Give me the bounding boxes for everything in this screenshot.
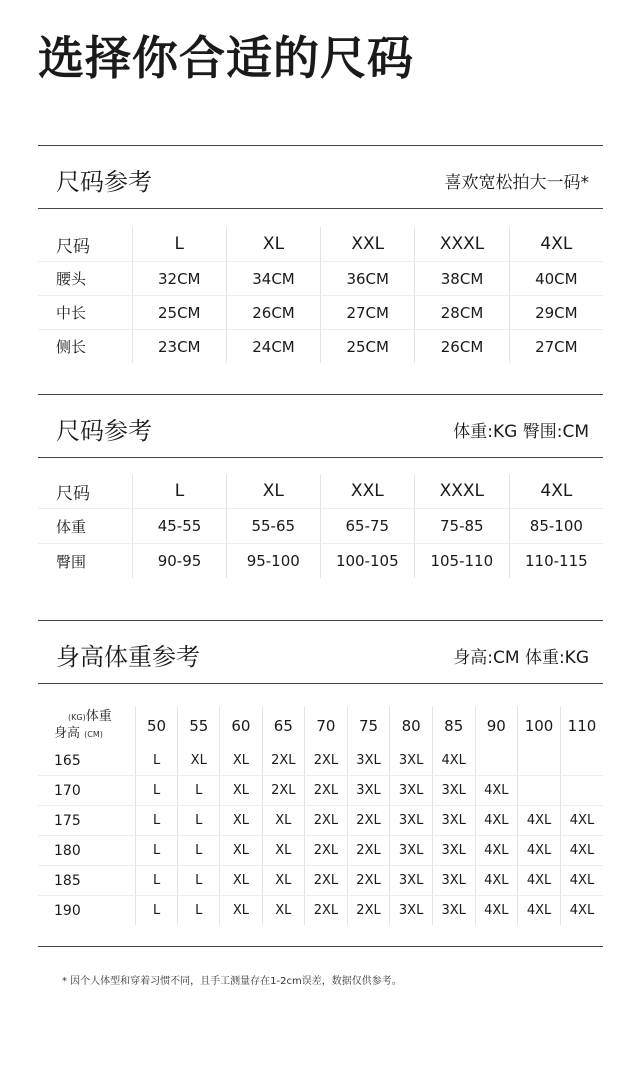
size-cell: 2XL: [305, 746, 348, 776]
table-row: [38, 509, 603, 544]
size-cell: 4XL: [518, 836, 561, 866]
size-cell: 2XL: [305, 896, 348, 926]
size-cell: 2XL: [347, 896, 390, 926]
row-label: 腰头: [38, 262, 132, 296]
section-title: 尺码参考: [56, 417, 152, 445]
table-cell: 26CM: [226, 296, 320, 330]
height-label: 190: [54, 902, 81, 919]
table-cell: 25CM: [132, 296, 226, 330]
height-label: 175: [38, 806, 135, 836]
row-label: 侧长: [56, 338, 87, 356]
size-cell: 2XL: [305, 836, 348, 866]
height-label: 185: [38, 866, 135, 896]
section-header: [38, 620, 603, 684]
section-note: 喜欢宽松拍大一码*: [444, 173, 589, 193]
table-cell: 90-95: [133, 544, 227, 579]
size-cell: 4XL: [475, 866, 518, 896]
row-label: 尺码: [38, 474, 133, 509]
size-cell: XL: [220, 776, 262, 806]
size-cell: 2XL: [262, 776, 305, 806]
size-cell: L: [135, 776, 177, 806]
size-cell: XL: [262, 866, 305, 896]
size-cell: L: [135, 866, 177, 896]
table-cell: 23CM: [132, 330, 226, 364]
table-cell: 36CM: [321, 262, 415, 296]
size-header-cell: 4XL: [509, 474, 603, 509]
size-header-cell: XXL: [321, 227, 415, 262]
size-cell: 2XL: [347, 836, 390, 866]
size-cell: [518, 746, 561, 776]
table-cell: 32CM: [132, 262, 226, 296]
bottom-divider: [38, 946, 603, 947]
section-note: 身高:CM 体重:KG: [453, 648, 589, 668]
size-header-cell: L: [133, 474, 227, 509]
weight-header-cell: 70: [305, 706, 348, 746]
table-row: [38, 330, 603, 364]
size-cell: XL: [220, 806, 262, 836]
table-cell: 65-75: [320, 509, 414, 544]
size-header-cell: XXL: [320, 474, 414, 509]
weight-header-cell: 55: [178, 706, 220, 746]
weight-unit: (KG): [68, 713, 86, 722]
weight-header-cell: 80: [390, 706, 433, 746]
height-label: 180: [38, 836, 135, 866]
section-title: 身高体重参考: [56, 643, 200, 671]
weight-header-cell: 90: [475, 706, 518, 746]
size-cell: 3XL: [432, 836, 475, 866]
table-cell: 24CM: [226, 330, 320, 364]
table-header-row: [38, 474, 603, 509]
size-header-cell: L: [132, 227, 226, 262]
section-header: [38, 145, 603, 209]
size-cell: XL: [220, 746, 262, 776]
table-cell: 26CM: [415, 330, 509, 364]
section-note: 体重:KG 臀围:CM: [453, 422, 589, 442]
table-header-row: [38, 706, 603, 746]
section-title: 尺码参考: [56, 168, 152, 196]
size-weight-table: [38, 474, 603, 578]
size-weight-section: [38, 394, 603, 578]
size-cell: 2XL: [347, 866, 390, 896]
weight-header-cell: 50: [135, 706, 177, 746]
size-cell: 2XL: [262, 746, 305, 776]
height-label: 165: [38, 746, 135, 776]
table-cell: 95-100: [226, 544, 320, 579]
size-cell: 3XL: [390, 746, 433, 776]
size-cell: [518, 776, 561, 806]
size-reference-section: [38, 145, 603, 363]
size-cell: 3XL: [390, 806, 433, 836]
height-unit: (CM): [84, 730, 103, 739]
size-cell: 4XL: [432, 746, 475, 776]
table-cell: 55-65: [226, 509, 320, 544]
weight-header-cell: 85: [432, 706, 475, 746]
size-cell: XL: [262, 836, 305, 866]
table-row: [38, 544, 603, 579]
table-header-row: [38, 227, 603, 262]
size-cell: 3XL: [390, 896, 433, 926]
footnote: * 因个人体型和穿着习惯不同，且手工测量存在1-2cm误差，数据仅供参考。: [62, 976, 402, 987]
size-cell: XL: [262, 806, 305, 836]
height-weight-table: [38, 706, 603, 925]
row-label: 中长: [38, 296, 132, 330]
table-row: [38, 776, 603, 806]
size-cell: L: [135, 746, 177, 776]
table-cell: 100-105: [320, 544, 414, 579]
corner-cell: [38, 706, 135, 746]
size-cell: 4XL: [561, 866, 604, 896]
weight-header-cell: 65: [262, 706, 305, 746]
size-cell: L: [135, 806, 177, 836]
size-cell: 4XL: [518, 896, 561, 926]
page-title: 选择你合适的尺码: [38, 31, 414, 85]
table-cell: 28CM: [415, 296, 509, 330]
table-cell: 34CM: [226, 262, 320, 296]
row-label: 臀围: [56, 552, 87, 571]
size-cell: 2XL: [305, 806, 348, 836]
size-header-cell: XXXL: [414, 474, 509, 509]
size-header-cell: XL: [226, 227, 320, 262]
size-measurement-table: [38, 227, 603, 363]
size-cell: 3XL: [432, 806, 475, 836]
size-cell: [561, 746, 604, 776]
table-row: [38, 746, 603, 776]
size-cell: [561, 776, 604, 806]
size-cell: L: [178, 866, 220, 896]
size-cell: 3XL: [390, 836, 433, 866]
weight-header-cell: 60: [220, 706, 262, 746]
size-header-cell: 4XL: [509, 227, 603, 262]
size-cell: 4XL: [475, 776, 518, 806]
table-cell: 38CM: [415, 262, 509, 296]
size-cell: 3XL: [347, 746, 390, 776]
section-header: [38, 394, 603, 458]
size-cell: 3XL: [390, 866, 433, 896]
weight-label: 体重: [85, 709, 112, 724]
table-cell: 45-55: [133, 509, 227, 544]
table-row: [38, 296, 603, 330]
size-cell: 4XL: [475, 806, 518, 836]
size-cell: 2XL: [305, 776, 348, 806]
height-label: 170: [38, 776, 135, 806]
row-label: 尺码: [38, 227, 132, 262]
height-weight-section: [38, 620, 603, 925]
table-cell: 110-115: [509, 544, 603, 579]
table-row: [38, 262, 603, 296]
size-cell: 3XL: [347, 776, 390, 806]
size-cell: 3XL: [432, 896, 475, 926]
size-cell: L: [178, 896, 220, 926]
size-cell: L: [178, 776, 220, 806]
table-row: [38, 836, 603, 866]
size-cell: XL: [220, 866, 262, 896]
size-cell: 2XL: [305, 866, 348, 896]
table-cell: 29CM: [509, 296, 603, 330]
size-cell: L: [135, 836, 177, 866]
size-cell: XL: [262, 896, 305, 926]
size-cell: L: [178, 806, 220, 836]
size-cell: 4XL: [475, 836, 518, 866]
size-cell: 2XL: [347, 806, 390, 836]
table-cell: 25CM: [321, 330, 415, 364]
size-header-cell: XXXL: [415, 227, 509, 262]
table-cell: 27CM: [509, 330, 603, 364]
table-cell: 105-110: [414, 544, 509, 579]
size-cell: 4XL: [561, 806, 604, 836]
table-cell: 40CM: [509, 262, 603, 296]
table-cell: 27CM: [321, 296, 415, 330]
table-row: [38, 806, 603, 836]
size-cell: XL: [220, 896, 262, 926]
size-cell: 4XL: [561, 896, 604, 926]
table-row: [38, 896, 603, 926]
size-cell: XL: [178, 746, 220, 776]
size-cell: [475, 746, 518, 776]
table-row: [38, 866, 603, 896]
row-label: 体重: [38, 509, 133, 544]
size-cell: 4XL: [518, 806, 561, 836]
size-cell: 3XL: [390, 776, 433, 806]
table-cell: 85-100: [509, 509, 603, 544]
weight-header-cell: 100: [518, 706, 561, 746]
size-cell: 3XL: [432, 776, 475, 806]
size-cell: L: [135, 896, 177, 926]
table-cell: 75-85: [414, 509, 509, 544]
weight-header-cell: 110: [561, 706, 604, 746]
size-cell: L: [178, 836, 220, 866]
size-cell: 3XL: [432, 866, 475, 896]
height-label: 身高: [54, 726, 81, 741]
size-cell: 4XL: [561, 836, 604, 866]
size-header-cell: XL: [226, 474, 320, 509]
weight-header-cell: 75: [347, 706, 390, 746]
size-cell: 4XL: [518, 866, 561, 896]
size-cell: XL: [220, 836, 262, 866]
size-cell: 4XL: [475, 896, 518, 926]
